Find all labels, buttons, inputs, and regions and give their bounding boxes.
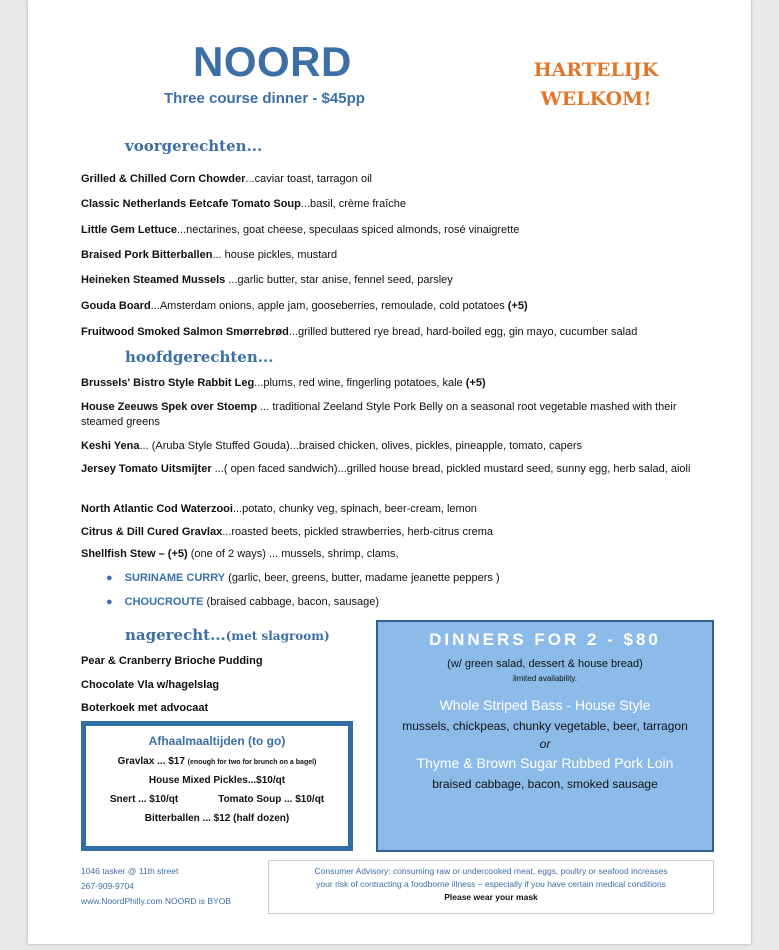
footer-address: 1046 tasker @ 11th street bbox=[81, 866, 179, 876]
takeout-heading: Afhaalmaaltijden (to go) bbox=[148, 734, 286, 748]
footer-web: www.NoordPhilly.com NOORD is BYOB bbox=[81, 896, 232, 906]
menu-item: Braised Pork Bitterballen... house pickles, mustard bbox=[81, 249, 338, 261]
menu-item: Gouda Board...Amsterdam onions, apple jam, gooseberries, remoulade, cold potatoes (+5) bbox=[81, 300, 528, 312]
menu-item: Shellfish Stew – (+5) (one of 2 ways) ... mussels, shrimp, clams, bbox=[81, 548, 399, 560]
menu-item: Boterkoek met advocaat bbox=[81, 702, 209, 714]
menu-item: Grilled & Chilled Corn Chowder...caviar toast, tarragon oil bbox=[81, 173, 372, 185]
menu-item: Little Gem Lettuce...nectarines, goat cheese, speculaas spiced almonds, rosé vinaigrette bbox=[81, 224, 520, 236]
dinners-dish-2-desc: braised cabbage, bacon, smoked sausage bbox=[432, 777, 658, 791]
dinners-heading: DINNERS FOR 2 - $80 bbox=[429, 630, 661, 649]
takeout-box bbox=[81, 721, 353, 851]
dinners-dish-1-desc: mussels, chickpeas, chunky vegetable, beer, tarragon bbox=[402, 719, 688, 733]
menu-item: Chocolate Vla w/hagelslag bbox=[81, 679, 220, 691]
dinners-dish-1: Whole Striped Bass - House Style bbox=[439, 697, 651, 713]
welcome-line-1: HARTELIJK bbox=[533, 59, 659, 81]
dinners-for-two-box bbox=[376, 620, 714, 852]
bullet-icon: ● bbox=[106, 596, 113, 608]
dinners-line-2: limited availability. bbox=[513, 674, 577, 683]
section-hoofdgerechten: hoofdgerechten... bbox=[125, 348, 274, 366]
menu-item: Citrus & Dill Cured Gravlax...roasted beets, pickled strawberries, herb-citrus crema bbox=[81, 526, 494, 538]
consumer-advisory bbox=[268, 860, 714, 914]
takeout-bitterballen: Bitterballen ... $12 (half dozen) bbox=[144, 813, 290, 824]
takeout-pickles: House Mixed Pickles...$10/qt bbox=[148, 775, 286, 786]
menu-item: Heineken Steamed Mussels ...garlic butter, star anise, fennel seed, parsley bbox=[81, 274, 453, 286]
dinners-line-1: (w/ green salad, dessert & house bread) bbox=[447, 658, 643, 670]
menu-item: Fruitwood Smoked Salmon Smørrebrød...grilled buttered rye bread, hard-boiled egg, gin mayo, cucumber salad bbox=[81, 326, 638, 338]
menu-item: House Zeeuws Spek over Stoemp ... traditional Zeeland Style Pork Belly on a seasonal root vegetable mashed with their steamed greens bbox=[81, 401, 677, 428]
menu-item: Jersey Tomato Uitsmijter ...( open faced sandwich)...grilled house bread, pickled mustard seed, sunny egg, herb salad, aioli bbox=[81, 463, 691, 475]
page-title: NOORD bbox=[193, 38, 352, 85]
menu-item: North Atlantic Cod Waterzooi...potato, chunky veg, spinach, beer-cream, lemon bbox=[81, 503, 477, 515]
advisory-line-1: Consumer Advisory: consuming raw or undercooked meat, eggs, poultry or seafood increases bbox=[314, 866, 668, 876]
welcome-text bbox=[506, 56, 686, 114]
menu-item: Classic Netherlands Eetcafe Tomato Soup...basil, crème fraîche bbox=[81, 198, 407, 210]
menu-item: Brussels' Bistro Style Rabbit Leg...plums, red wine, fingerling potatoes, kale (+5) bbox=[81, 377, 486, 389]
section-nagerecht: nagerecht...(met slagroom) bbox=[125, 626, 330, 644]
dinners-or: or bbox=[539, 737, 551, 751]
footer-contact bbox=[81, 864, 231, 909]
dinners-dish-2: Thyme & Brown Sugar Rubbed Pork Loin bbox=[416, 755, 674, 771]
footer-phone: 267-909-9704 bbox=[81, 881, 134, 891]
menu-page bbox=[28, 0, 751, 944]
menu-option: ● SURINAME CURRY (garlic, beer, greens, butter, madame jeanette peppers ) bbox=[106, 572, 500, 584]
welcome-line-2: WELKOM! bbox=[540, 88, 652, 110]
menu-option: ● CHOUCROUTE (braised cabbage, bacon, sausage) bbox=[106, 596, 380, 608]
takeout-soups: Snert ... $10/qt Tomato Soup ... $10/qt bbox=[109, 794, 325, 805]
bullet-icon: ● bbox=[106, 572, 113, 584]
takeout-gravlax: Gravlax ... $17 (enough for two for brunch on a bagel) bbox=[117, 756, 317, 767]
section-voorgerechten: voorgerechten... bbox=[125, 137, 263, 155]
advisory-line-2: your risk of contracting a foodborne illness – especially if you have certain medical conditions bbox=[316, 879, 666, 889]
page-subtitle: Three course dinner - $45pp bbox=[164, 90, 365, 107]
menu-item: Keshi Yena... (Aruba Style Stuffed Gouda)...braised chicken, olives, pickles, pineapple, tomato, capers bbox=[81, 440, 582, 452]
menu-item: Pear & Cranberry Brioche Pudding bbox=[81, 655, 263, 667]
advisory-line-3: Please wear your mask bbox=[444, 892, 538, 902]
